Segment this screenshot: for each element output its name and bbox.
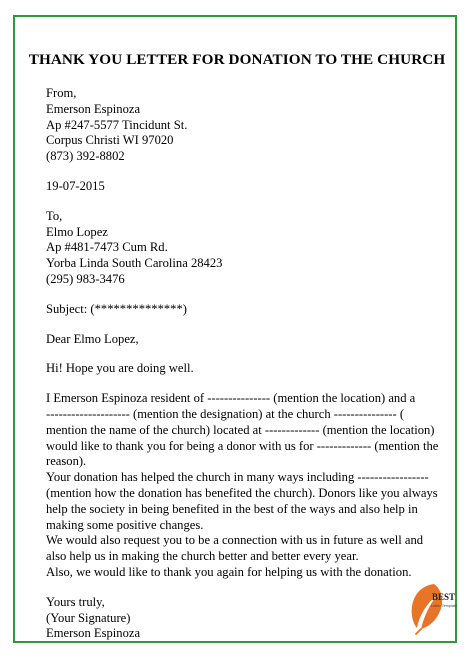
sender-block [46, 86, 446, 165]
sender-name: Emerson Espinoza [46, 101, 141, 116]
body-line: also help us in making the church better and better every year. [46, 549, 359, 564]
greeting: Hi! Hope you are doing well. [46, 361, 194, 376]
sender-label: From, [46, 86, 77, 100]
body-line: Your donation has helped the church in many ways including ----------------- [46, 470, 429, 485]
subject-line: Subject: (**************) [46, 301, 187, 316]
body-line: -------------------- (mention the designation) at the church --------------- ( [46, 406, 405, 421]
body-line: We would also request you to be a connection with us in future as well and [46, 533, 424, 548]
body-line: reason). [46, 454, 87, 469]
recipient-address-line2: Yorba Linda South Carolina 28423 [46, 256, 223, 271]
closing-block [46, 595, 446, 642]
body-line: Also, we would like to thank you again for helping us with the donation. [46, 564, 412, 579]
recipient-block [46, 209, 446, 288]
body-line: mention the name of the church) located at ------------- (mention the location) [46, 422, 435, 437]
recipient-label: To, [46, 208, 63, 223]
signature-placeholder: (Your Signature) [46, 610, 131, 625]
body-line: making some positive changes. [46, 517, 204, 532]
body-line: would like to thank you for being a donor with us for ------------- (mention the [46, 438, 439, 453]
recipient-address-line1: Ap #481-7473 Cum Rd. [46, 240, 168, 255]
sender-address-line2: Corpus Christi WI 97020 [46, 133, 174, 148]
closing-name: Emerson Espinoza [46, 626, 141, 641]
body-line: help the society in being benefited in the best of the ways and also help in [46, 501, 418, 516]
body-paragraphs [46, 391, 446, 581]
letter-title: THANK YOU LETTER FOR DONATION TO THE CHURCH [28, 51, 446, 68]
salutation: Dear Elmo Lopez, [46, 331, 139, 346]
sender-phone: (873) 392-8802 [46, 149, 125, 164]
letter-date: 19-07-2015 [46, 178, 105, 193]
logo-word-letter-template: Letter Template [431, 604, 458, 608]
recipient-name: Elmo Lopez [46, 224, 108, 239]
best-letter-template-logo [404, 576, 464, 636]
body-line: I Emerson Espinoza resident of --------------- (mention the location) and a [46, 391, 416, 406]
letter-body [46, 86, 446, 642]
recipient-phone: (295) 983-3476 [46, 271, 125, 286]
sender-address-line1: Ap #247-5577 Tincidunt St. [46, 117, 188, 132]
body-line: (mention how the donation has benefited the church). Donors like you always [46, 485, 438, 500]
closing-line: Yours truly, [46, 594, 105, 609]
logo-word-best: BEST [432, 592, 456, 602]
